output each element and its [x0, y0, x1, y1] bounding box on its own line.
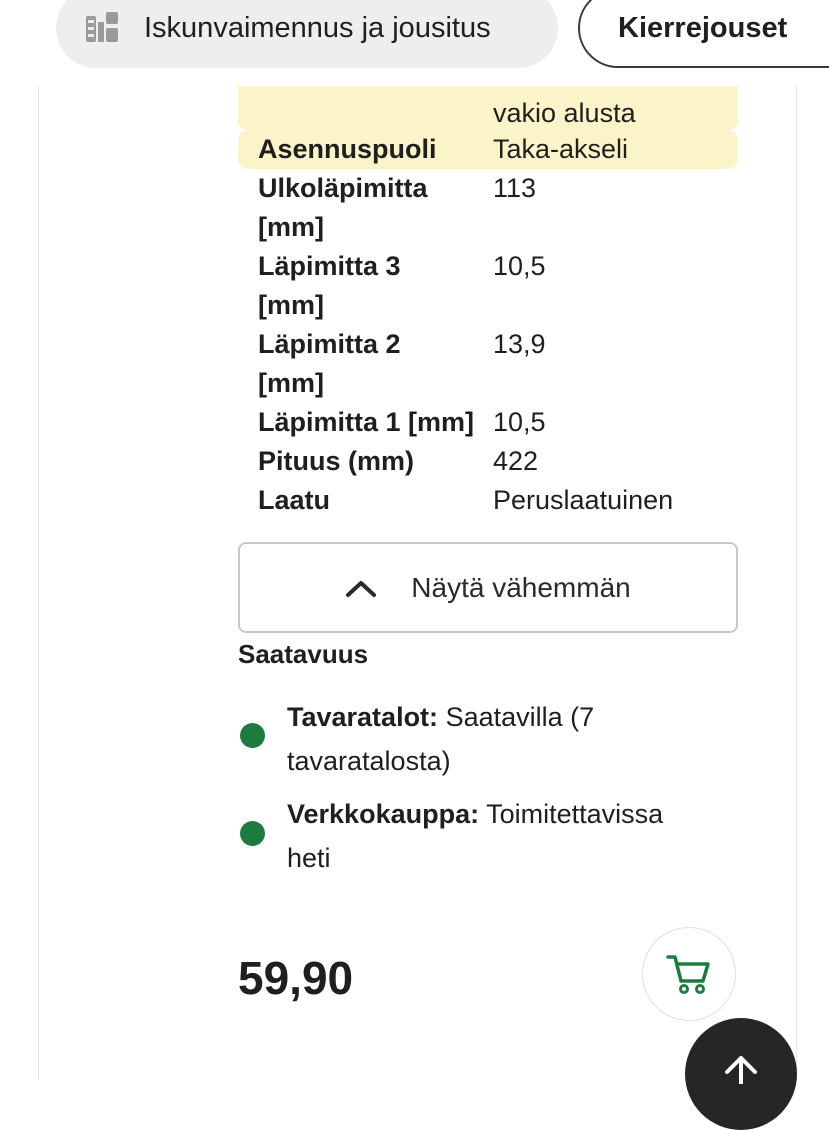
spec-row	[238, 325, 738, 403]
spec-value: Taka-akseli	[493, 134, 629, 164]
spec-value: vakio alusta	[493, 98, 636, 128]
spec-label: Läpimitta 3 [mm]	[258, 251, 401, 320]
spec-value: 113	[493, 173, 537, 203]
spec-row	[238, 481, 738, 520]
scroll-to-top-button[interactable]	[685, 1018, 797, 1130]
availability-item-stores	[238, 695, 708, 783]
spec-label: Asennuspuoli	[258, 134, 437, 164]
spec-row-partial	[238, 86, 738, 130]
availability-title: Saatavuus	[238, 639, 369, 669]
availability-value: Saatavilla (7 tavaratalosta)	[287, 702, 595, 776]
spec-value: 13,9	[493, 329, 546, 359]
status-dot	[240, 723, 265, 748]
spec-row	[238, 130, 738, 169]
spec-value: 422	[493, 446, 539, 476]
spec-table	[238, 86, 738, 520]
category-chip-bar	[0, 0, 829, 78]
show-less-button[interactable]	[238, 542, 738, 633]
spec-row	[238, 403, 738, 442]
add-to-cart-button[interactable]	[642, 927, 736, 1021]
spec-row	[238, 442, 738, 481]
chevron-up-icon	[345, 578, 377, 598]
category-chip-coil-springs[interactable]	[578, 0, 829, 68]
chip-label: Kierrejouset	[618, 11, 788, 44]
card-border	[38, 86, 39, 1080]
card-border	[796, 86, 797, 1080]
shopping-cart-icon	[665, 952, 713, 996]
spec-row	[238, 247, 738, 325]
category-chip-shock-absorbers[interactable]	[56, 0, 558, 68]
chip-label: Iskunvaimennus ja jousitus	[144, 11, 491, 44]
spec-value: Peruslaatuinen	[493, 485, 674, 515]
spec-label: Pituus (mm)	[258, 446, 415, 476]
spec-label: Läpimitta 2 [mm]	[258, 329, 401, 398]
status-dot	[240, 821, 265, 846]
availability-key: Verkkokauppa:	[287, 799, 480, 829]
spec-label: Ulkoläpimitta [mm]	[258, 173, 428, 242]
spec-label: Laatu	[258, 485, 331, 515]
show-less-label: Näytä vähemmän	[411, 571, 631, 603]
availability-value: Toimitettavissa heti	[287, 799, 664, 873]
availability-item-webshop	[238, 792, 708, 880]
spec-value: 10,5	[493, 251, 546, 281]
spec-row	[238, 169, 738, 247]
spec-value: 10,5	[493, 407, 546, 437]
spec-label: Läpimitta 1 [mm]	[258, 407, 475, 437]
shock-absorber-icon	[82, 8, 122, 48]
product-price: 59,90	[238, 952, 354, 1004]
availability-key: Tavaratalot:	[287, 702, 439, 732]
